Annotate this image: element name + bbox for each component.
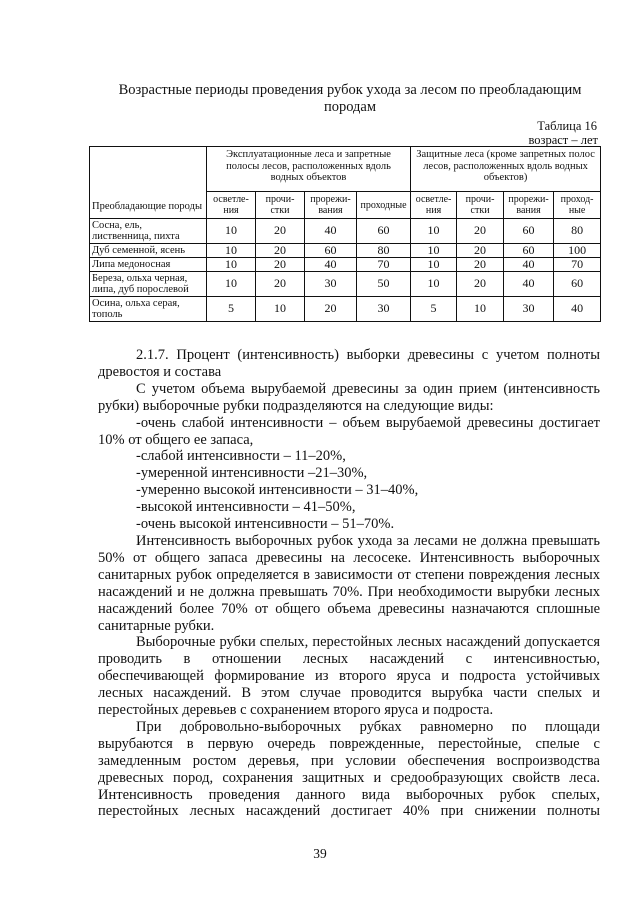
value-cell: 20 — [256, 244, 305, 258]
value-cell: 10 — [457, 297, 504, 322]
subheader-cell: прочи-стки — [457, 192, 504, 219]
list-item: -очень высокой интенсивности – 51–70%. — [136, 516, 395, 533]
value-cell: 40 — [504, 258, 554, 272]
value-cell: 10 — [411, 272, 457, 297]
paragraph: Выборочные рубки спелых, перестойных лесных насаждений допускается проводить в отношении лесных насаждений с интенсивностью, обеспечивающей формирование из второго яруса и подроста устойчивых лесных насаждений. В этом случае проводится вырубка части спелых и перестойных деревьев с сохранением второго яруса и подроста. — [98, 634, 600, 719]
value-cell: 5 — [411, 297, 457, 322]
subheader-cell: прорежи-вания — [504, 192, 554, 219]
species-name: Дуб семенной, ясень — [90, 244, 207, 258]
value-cell: 40 — [554, 297, 601, 322]
value-cell: 10 — [256, 297, 305, 322]
value-cell: 10 — [207, 219, 256, 244]
age-periods-table — [89, 146, 601, 322]
list-item: -высокой интенсивности – 41–50%, — [136, 499, 356, 516]
value-cell: 30 — [504, 297, 554, 322]
value-cell: 10 — [411, 219, 457, 244]
value-cell: 60 — [305, 244, 357, 258]
page-number: 39 — [313, 846, 327, 861]
list-item: -слабой интенсивности – 11–20%, — [136, 448, 346, 465]
value-cell: 80 — [357, 244, 411, 258]
subheader-cell: осветле-ния — [411, 192, 457, 219]
subheader-cell: прорежи-вания — [305, 192, 357, 219]
species-name: Липа медоносная — [90, 258, 207, 272]
value-cell: 60 — [504, 244, 554, 258]
value-cell: 30 — [305, 272, 357, 297]
table-row — [90, 258, 601, 272]
document-body — [98, 347, 600, 820]
value-cell: 50 — [357, 272, 411, 297]
species-name: Сосна, ель, лиственница, пихта — [90, 219, 207, 244]
value-cell: 5 — [207, 297, 256, 322]
table-row — [90, 272, 601, 297]
subheader-cell: проходные — [357, 192, 411, 219]
value-cell: 20 — [305, 297, 357, 322]
section-heading: 2.1.7. Процент (интенсивность) выборки древесины с учетом полноты древостоя и состава — [98, 347, 600, 380]
value-cell: 20 — [457, 258, 504, 272]
subheader-cell: проход-ные — [554, 192, 601, 219]
value-cell: 10 — [207, 272, 256, 297]
column-group-protective-forests: Защитные леса (кроме запретных полос лесов, расположенных вдоль водных объектов) — [411, 147, 601, 192]
table-unit-label: возраст – лет — [528, 133, 598, 147]
value-cell: 30 — [357, 297, 411, 322]
table-title: Возрастные периоды проведения рубок ухода за лесом по преобладающим породам — [118, 82, 582, 115]
species-name: Береза, ольха черная, липа, дуб порослевой — [90, 272, 207, 297]
value-cell: 20 — [256, 219, 305, 244]
value-cell: 40 — [305, 258, 357, 272]
value-cell: 40 — [305, 219, 357, 244]
paragraph: Интенсивность выборочных рубок ухода за лесами не должна превышать 50% от общего запаса древесины на лесосеке. Интенсивность выборочных санитарных рубок определяется в зависимости от степени повреждения лесных насаждений и не должна превышать 70%. При необходимости вырубки лесных насаждений более 70% от общего объема древесины назначаются сплошные санитарные рубки. — [98, 532, 600, 634]
value-cell: 20 — [457, 219, 504, 244]
value-cell: 10 — [411, 244, 457, 258]
value-cell: 10 — [207, 258, 256, 272]
table-row — [90, 219, 601, 244]
subheader-cell: осветле-ния — [207, 192, 256, 219]
value-cell: 70 — [357, 258, 411, 272]
table-row — [90, 297, 601, 322]
list-item: -умеренно высокой интенсивности – 31–40%, — [136, 482, 419, 499]
value-cell: 60 — [554, 272, 601, 297]
table-row — [90, 244, 601, 258]
table-header-row — [90, 147, 601, 192]
column-header-species: Преобладающие породы — [90, 147, 207, 219]
species-name: Осина, ольха серая, тополь — [90, 297, 207, 322]
value-cell: 20 — [457, 272, 504, 297]
paragraph: С учетом объема вырубаемой древесины за один прием (интенсивность рубки) выборочные рубки подразделяются на следующие виды: — [98, 380, 600, 414]
value-cell: 100 — [554, 244, 601, 258]
value-cell: 20 — [457, 244, 504, 258]
list-item: -очень слабой интенсивности – объем вырубаемой древесины достигает 10% от общего ее запаса, — [98, 414, 600, 448]
value-cell: 40 — [504, 272, 554, 297]
value-cell: 80 — [554, 219, 601, 244]
value-cell: 60 — [357, 219, 411, 244]
list-item: -умеренной интенсивности –21–30%, — [136, 465, 368, 482]
subheader-cell: прочи-стки — [256, 192, 305, 219]
paragraph: При добровольно-выборочных рубках равномерно по площади вырубаются в первую очередь поврежденные, перестойные, спелые с замедленным ростом деревья, при условии обеспечения воспроизводства древесных пород, сохранения защитных и средообразующих свойств леса. Интенсивность проведения данного вида выборочных рубок спелых, перестойных лесных насаждений достигает 40% при снижении полноты — [98, 718, 600, 820]
value-cell: 10 — [411, 258, 457, 272]
value-cell: 70 — [554, 258, 601, 272]
value-cell: 20 — [256, 272, 305, 297]
column-group-exploitation-forests: Эксплуатационные леса и запретные полосы лесов, расположенных вдоль водных объектов — [207, 147, 411, 192]
value-cell: 20 — [256, 258, 305, 272]
value-cell: 60 — [504, 219, 554, 244]
table-number: Таблица 16 — [537, 119, 597, 133]
value-cell: 10 — [207, 244, 256, 258]
